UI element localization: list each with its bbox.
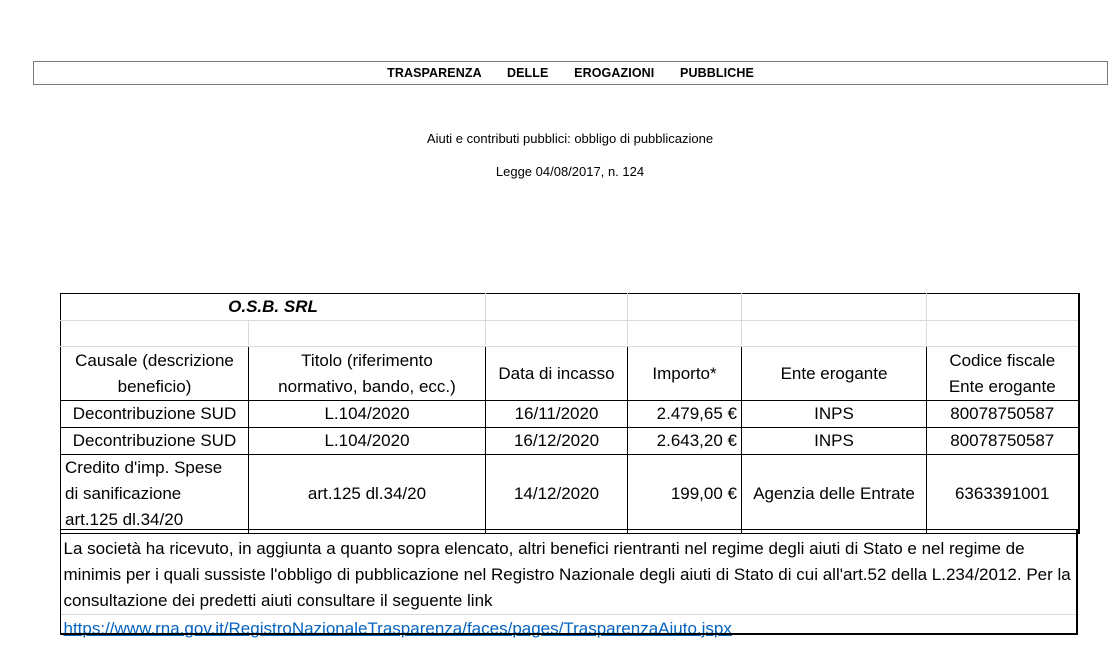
rna-link[interactable]: https://www.rna.gov.it/RegistroNazionaleTrasparenza/faces/pages/TrasparenzaAiuto.jspx	[63, 618, 732, 638]
col-header-titolo: Titolo (riferimento normativo, bando, ecc.)	[249, 347, 486, 401]
col-header-data: Data di incasso	[486, 347, 628, 401]
cell-data: 16/11/2020	[486, 401, 628, 428]
cell-titolo: art.125 dl.34/20	[249, 455, 486, 534]
grants-table	[60, 293, 1080, 642]
column-header-row	[61, 347, 1079, 401]
table-row	[61, 428, 1079, 455]
company-name: O.S.B. SRL	[61, 294, 486, 321]
cell-cf: 6363391001	[927, 455, 1079, 534]
note-row	[61, 534, 1079, 615]
cell-data: 14/12/2020	[486, 455, 628, 534]
cell-causale: Decontribuzione SUD	[61, 428, 249, 455]
subtitle-law: Legge 04/08/2017, n. 124	[495, 164, 645, 179]
cell-titolo: L.104/2020	[249, 428, 486, 455]
cell-cf: 80078750587	[927, 401, 1079, 428]
subtitle-obligation: Aiuti e contributi pubblici: obbligo di pubblicazione	[426, 131, 714, 146]
cell-importo: 199,00 €	[628, 455, 742, 534]
col-header-ente: Ente erogante	[742, 347, 927, 401]
cell-data: 16/12/2020	[486, 428, 628, 455]
document-header	[33, 61, 1108, 85]
col-header-cf: Codice fiscale Ente erogante	[927, 347, 1079, 401]
cell-causale: Decontribuzione SUD	[61, 401, 249, 428]
cell-importo: 2.643,20 €	[628, 428, 742, 455]
header-title: TRASPARENZA DELLE EROGAZIONI PUBBLICHE	[387, 66, 754, 80]
col-header-importo: Importo*	[628, 347, 742, 401]
cell-cf: 80078750587	[927, 428, 1079, 455]
table-row	[61, 401, 1079, 428]
empty-row	[61, 321, 1079, 347]
cell-importo: 2.479,65 €	[628, 401, 742, 428]
cell-ente: Agenzia delle Entrate	[742, 455, 927, 534]
company-row	[61, 294, 1079, 321]
cell-ente: INPS	[742, 428, 927, 455]
table-row	[61, 455, 1079, 534]
cell-causale: Credito d'imp. Spese di sanificazione art.125 dl.34/20	[61, 455, 249, 534]
cell-ente: INPS	[742, 401, 927, 428]
note-text: La società ha ricevuto, in aggiunta a quanto sopra elencato, altri benefici rientranti nel regime degli aiuti di Stato e nel regime de minimis per i quali sussiste l'obbligo di pubblicazione nel Registro Nazionale degli aiuti di Stato di cui all'art.52 della L.234/2012. Per la consultazione dei predetti aiuti consultare il seguente link	[63, 539, 1071, 610]
link-row	[61, 615, 1079, 642]
cell-titolo: L.104/2020	[249, 401, 486, 428]
col-header-causale: Causale (descrizione beneficio)	[61, 347, 249, 401]
